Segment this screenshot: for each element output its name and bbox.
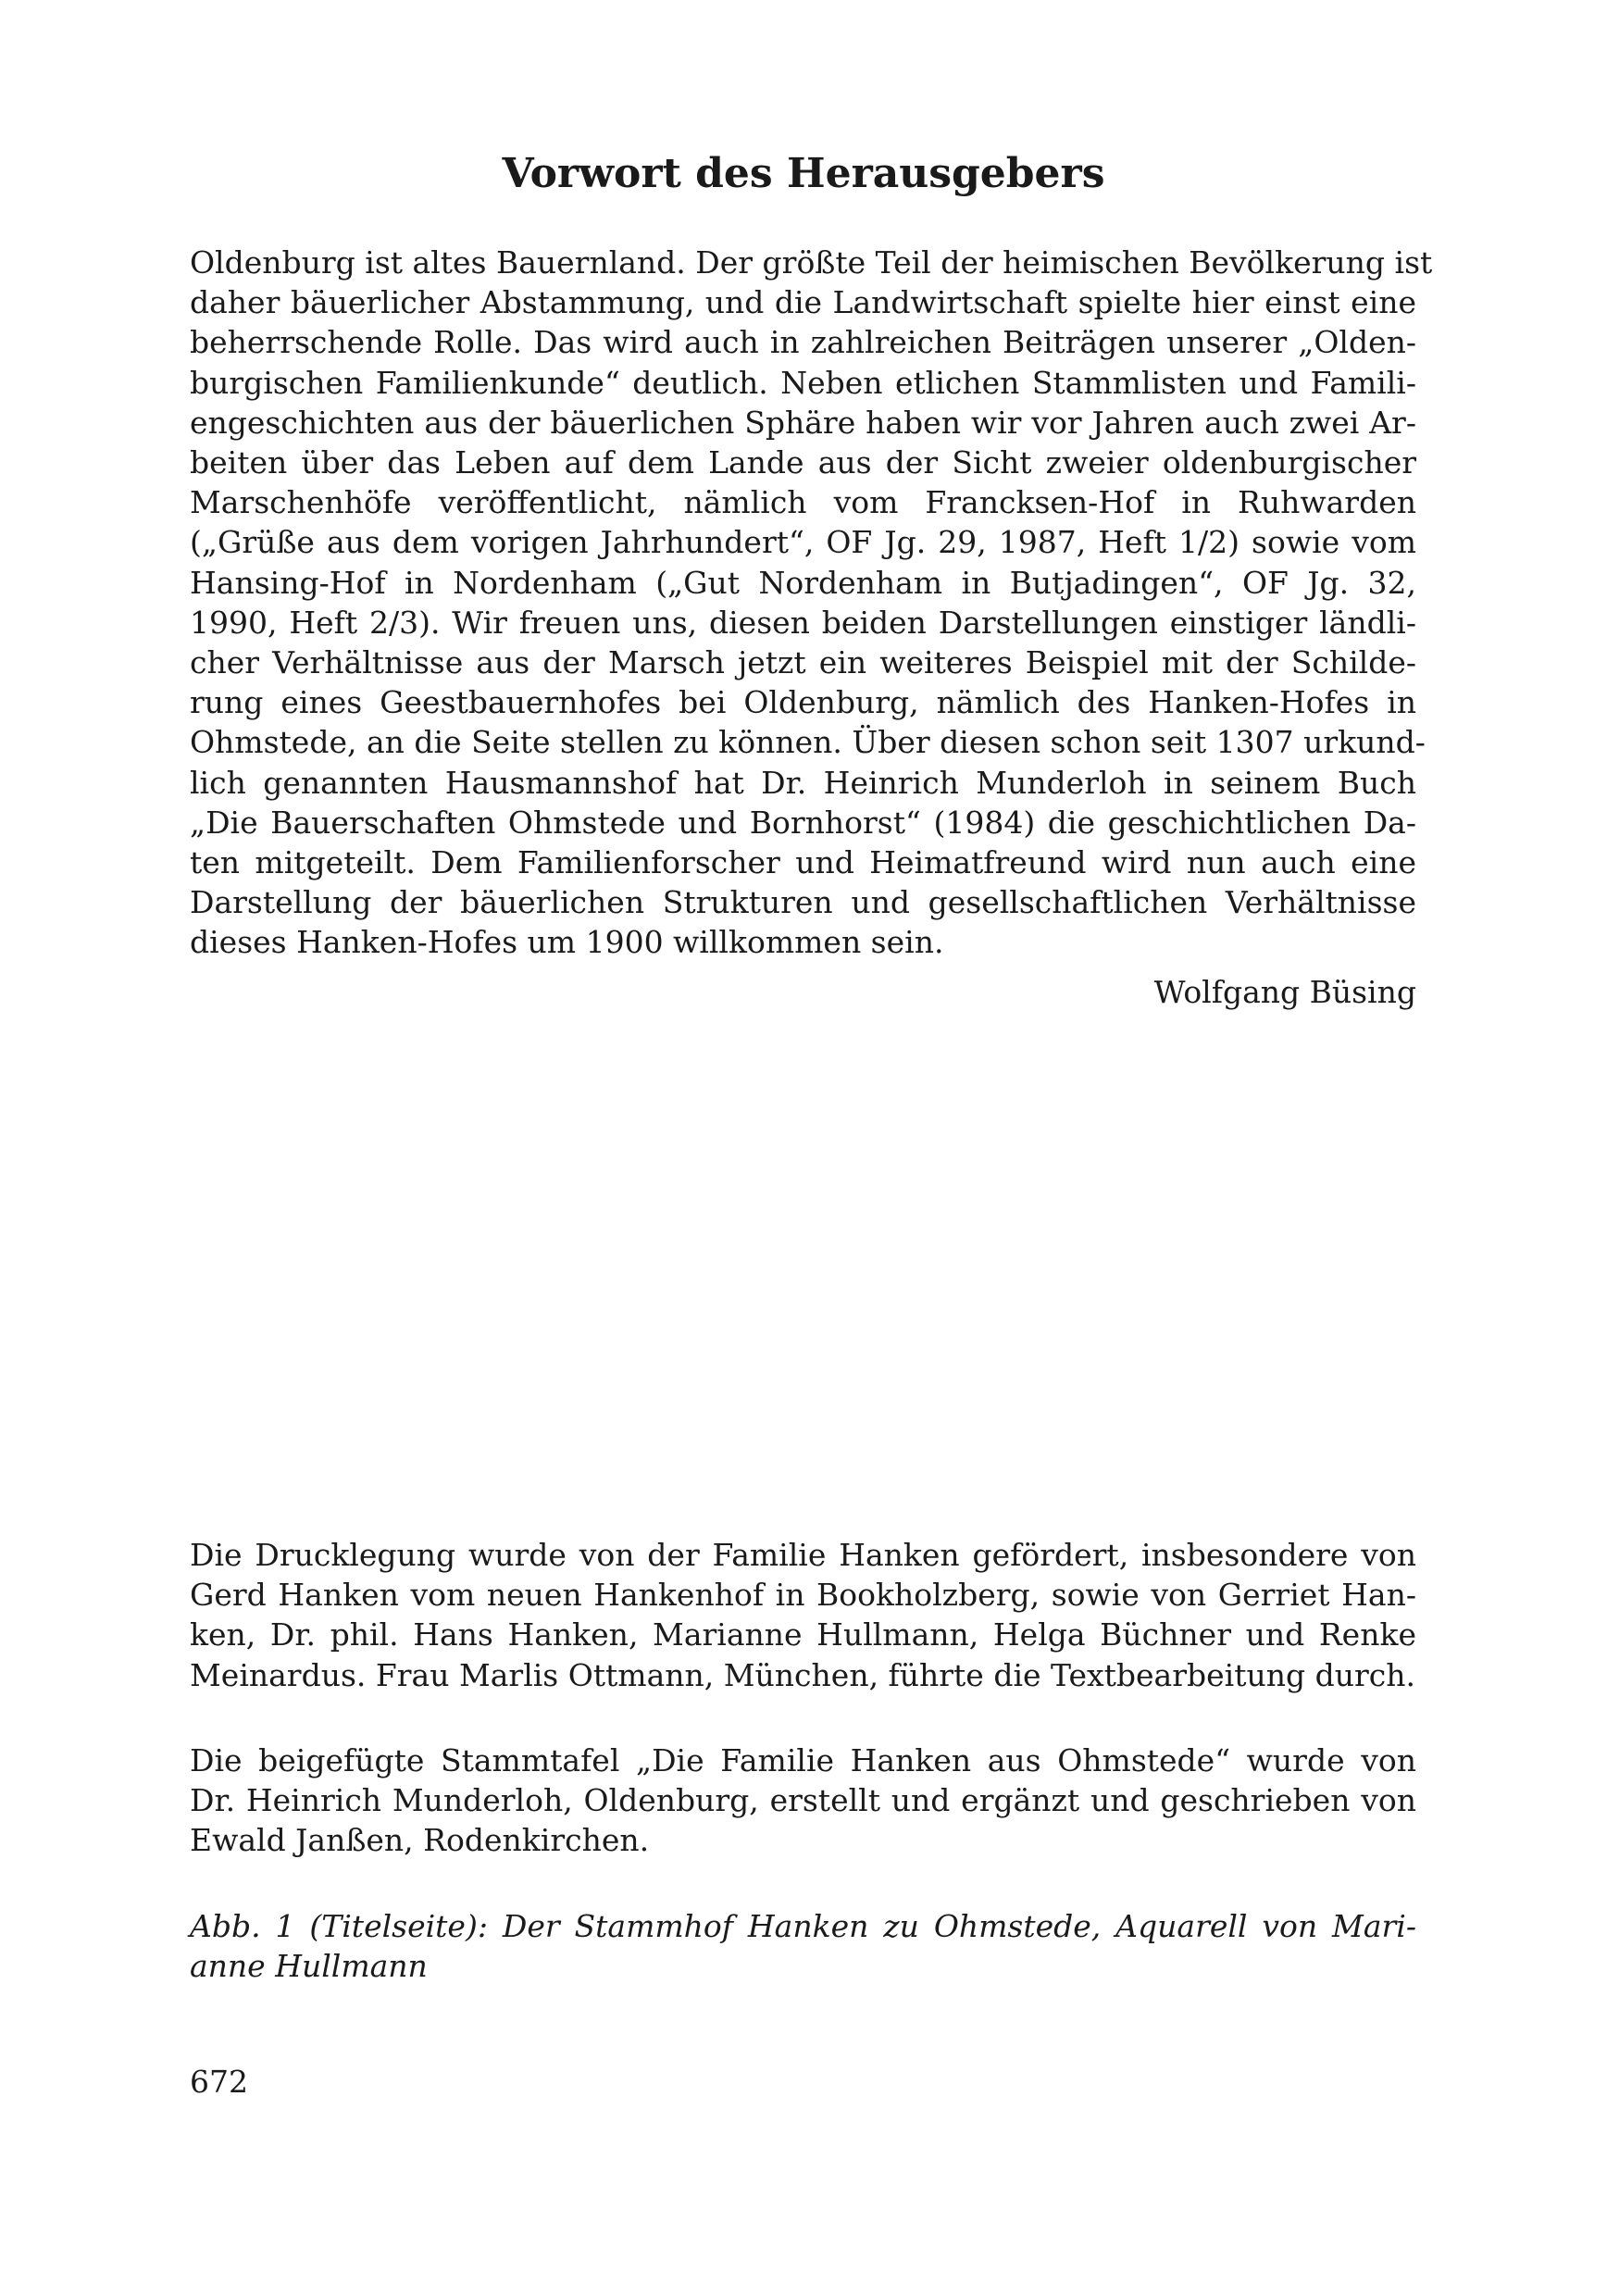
text-line: 1990, Heft 2/3). Wir freuen uns, diesen beiden Darstellungen einstiger ländli- <box>190 604 1416 641</box>
page-title: Vorwort des Herausgebers <box>502 150 1105 197</box>
text-line: Meinardus. Frau Marlis Ottmann, München, führte die Textbearbeitung durch. <box>190 1656 1415 1693</box>
text-line: ken, Dr. phil. Hans Hanken, Marianne Hullmann, Helga Büchner und Renke <box>190 1616 1416 1653</box>
text-line: Die beigefügte Stammtafel „Die Familie Hanken aus Ohmstede“ wurde von <box>190 1742 1416 1778</box>
text-line: dieses Hanken-Hofes um 1900 willkommen sein. <box>190 924 944 961</box>
text-line: lich genannten Hausmannshof hat Dr. Heinrich Munderloh in seinem Buch <box>190 764 1416 801</box>
text-line: Marschenhöfe veröffentlicht, nämlich vom Francksen-Hof in Ruhwarden <box>190 484 1416 521</box>
text-line: Ewald Janßen, Rodenkirchen. <box>190 1822 650 1859</box>
intro-paragraph <box>190 243 1433 963</box>
author-signature: Wolfgang Büsing <box>1153 974 1416 1010</box>
text-line: „Die Bauerschaften Ohmstede und Bornhorst“ (1984) die geschichtlichen Da- <box>190 804 1416 841</box>
text-line: engeschichten aus der bäuerlichen Sphäre haben wir vor Jahren auch zwei Ar- <box>190 404 1416 441</box>
text-line: Darstellung der bäuerlichen Strukturen und gesellschaftlichen Verhältnisse <box>190 884 1416 921</box>
text-line: Abb. 1 (Titelseite): Der Stammhof Hanken zu Ohmstede, Aquarell von Mari- <box>190 1908 1416 1944</box>
sponsor-paragraph <box>190 1535 1416 1695</box>
text-line: („Grüße aus dem vorigen Jahrhundert“, OF Jg. 29, 1987, Heft 1/2) sowie vom <box>190 524 1416 561</box>
text-line: beherrschende Rolle. Das wird auch in zahlreichen Beiträgen unserer „Olden- <box>190 324 1416 361</box>
text-line: burgischen Familienkunde“ deutlich. Neben etlichen Stammlisten und Famili- <box>190 364 1416 401</box>
page-number: 672 <box>190 2064 248 2100</box>
text-line: anne Hullmann <box>190 1948 428 1985</box>
text-line: cher Verhältnisse aus der Marsch jetzt ein weiteres Beispiel mit der Schilde- <box>190 644 1416 681</box>
text-line: daher bäuerlicher Abstammung, und die Landwirtschaft spielte hier einst eine <box>190 284 1416 321</box>
stammtafel-paragraph <box>190 1741 1416 1861</box>
text-line: Dr. Heinrich Munderloh, Oldenburg, erstellt und ergänzt und geschrieben von <box>190 1782 1416 1819</box>
text-line: Oldenburg ist altes Bauernland. Der größte Teil der heimischen Bevölkerung ist <box>190 244 1433 281</box>
text-line: Hansing-Hof in Nordenham („Gut Nordenham in Butjadingen“, OF Jg. 32, <box>190 564 1416 601</box>
text-line: ten mitgeteilt. Dem Familienforscher und Heimatfreund wird nun auch eine <box>190 844 1416 881</box>
text-line: beiten über das Leben auf dem Lande aus der Sicht zweier oldenburgischer <box>190 444 1416 481</box>
text-line: Ohmstede, an die Seite stellen zu können. Über diesen schon seit 1307 urkund- <box>190 724 1426 761</box>
figure-caption <box>190 1906 1416 1986</box>
text-line: Gerd Hanken vom neuen Hankenhof in Bookholzberg, sowie von Gerriet Han- <box>190 1577 1416 1614</box>
text-line: Die Drucklegung wurde von der Familie Hanken gefördert, insbesondere von <box>190 1537 1416 1573</box>
text-line: rung eines Geestbauernhofes bei Oldenburg, nämlich des Hanken-Hofes in <box>190 684 1416 721</box>
